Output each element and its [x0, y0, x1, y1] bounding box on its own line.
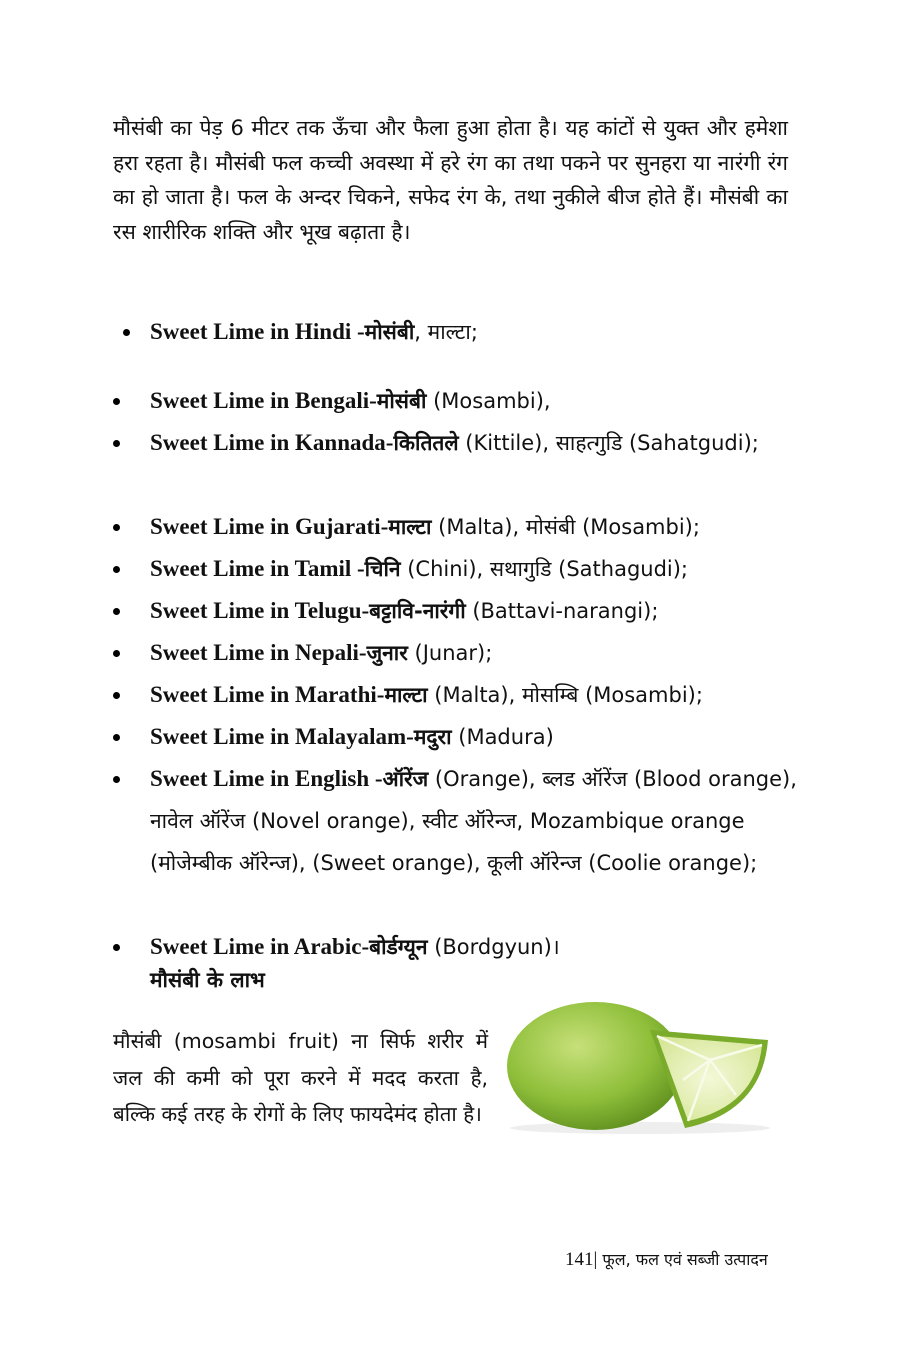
intro-paragraph: मौसंबी का पेड़ 6 मीटर तक ऊँचा और फैला हुआ होता है। यह कांटों से युक्त और हमेशा हरा रहता है। मौसंबी फल कच्ची अवस्था में हरे रंग का तथा पकने पर सुनहरा या नारंगी रंग का हो जाता है। फल के अन्दर चिकने, सफेद रंग के, तथा नुकीले बीज होते हैं। मौसंबी का रस शारीरिक शक्ति और भूख बढ़ाता है। — [113, 116, 788, 244]
list-item-native: जुनार — [366, 641, 408, 665]
list-item-label: Sweet Lime in Marathi- — [150, 682, 385, 707]
bullet-icon — [113, 776, 120, 783]
list-item-native: माल्टा — [384, 683, 428, 707]
bullet-icon — [123, 329, 130, 336]
list-item-native: मोसंबी — [376, 389, 427, 413]
bullet-icon — [113, 650, 120, 657]
bullet-icon — [113, 692, 120, 699]
list-item-native: ऑरेंज — [382, 767, 429, 791]
list-item — [113, 422, 803, 464]
list-item-rest: (Battavi-narangi); — [465, 599, 659, 623]
list-item-rest: (Chini), सथागुडि (Sathagudi); — [400, 557, 689, 581]
list-item-label: Sweet Lime in English - — [150, 766, 383, 791]
list-item-rest: (Bordgyun)। — [427, 935, 560, 959]
list-item — [113, 632, 803, 674]
list-item-rest: (Orange), ब्लड ऑरेंज (Blood orange), नावेल ऑरेंज (Novel orange), स्वीट ऑरेन्ज, Mozambique orange (मोजेम्बीक ऑरेन्ज), (Sweet orange), कूली ऑरेन्ज (Coolie orange); — [150, 767, 797, 875]
list-item-rest: , माल्टा; — [414, 320, 478, 344]
list-item-rest: (Kittile), साहत्गुडि (Sahatgudi); — [458, 431, 759, 455]
list-item-label: Sweet Lime in Kannada- — [150, 430, 394, 455]
list-item-rest: (Madura) — [451, 725, 554, 749]
list-item-label: Sweet Lime in Arabic- — [150, 934, 370, 959]
bullet-icon — [113, 440, 120, 447]
bullet-icon — [113, 608, 120, 615]
list-item — [113, 674, 803, 716]
bullet-icon — [113, 734, 120, 741]
list-item-native: बोर्डग्यून — [369, 935, 428, 959]
list-item-label: Sweet Lime in Bengali- — [150, 388, 377, 413]
list-item-rest: (Mosambi), — [426, 389, 551, 413]
list-item-label: Sweet Lime in Malayalam- — [150, 724, 414, 749]
list-item — [113, 548, 803, 590]
page-number: 141| — [565, 1249, 598, 1270]
list-item — [113, 380, 803, 422]
list-item-native: बट्टावि-नारंगी — [369, 599, 466, 623]
list-item-native: कितितले — [393, 431, 459, 455]
bullet-icon — [113, 566, 120, 573]
list-item-label: Sweet Lime in Gujarati- — [150, 514, 389, 539]
benefits-heading: मौसंबी के लाभ — [150, 968, 265, 992]
list-item-rest: (Malta), मोसंबी (Mosambi); — [431, 515, 700, 539]
list-item — [113, 506, 803, 548]
list-item-native: मोसंबी — [364, 320, 415, 344]
list-item-rest: (Malta), मोसम्बि (Mosambi); — [427, 683, 703, 707]
shadow — [510, 1122, 770, 1134]
list-item-label: Sweet Lime in Tamil - — [150, 556, 365, 581]
list-item-label: Sweet Lime in Telugu- — [150, 598, 370, 623]
book-title: फूल, फल एवं सब्जी उत्पादन — [597, 1250, 768, 1269]
list-item-label: Sweet Lime in Hindi - — [150, 319, 365, 344]
list-item — [113, 758, 803, 884]
bullet-icon — [113, 524, 120, 531]
list-item-native: मदुरा — [413, 725, 452, 749]
list-item-native: चिनि — [364, 557, 401, 581]
list-item-label: Sweet Lime in Nepali- — [150, 640, 367, 665]
list-item — [113, 926, 803, 968]
whole-lime — [507, 1002, 683, 1130]
benefits-paragraph: मौसंबी (mosambi fruit) ना सिर्फ शरीर में जल की कमी को पूरा करने में मदद करता है, बल्कि कई तरह के रोगों के लिए फायदेमंद होता है। — [113, 1029, 488, 1126]
lime-slice — [650, 1030, 768, 1128]
list-item — [113, 311, 803, 353]
bullet-icon — [113, 398, 120, 405]
sweet-lime-image — [500, 1000, 780, 1135]
list-item-rest: (Junar); — [407, 641, 493, 665]
list-item — [113, 716, 803, 758]
bullet-icon — [113, 944, 120, 951]
list-item — [113, 590, 803, 632]
list-item-native: माल्टा — [388, 515, 432, 539]
page-footer — [565, 1248, 768, 1271]
